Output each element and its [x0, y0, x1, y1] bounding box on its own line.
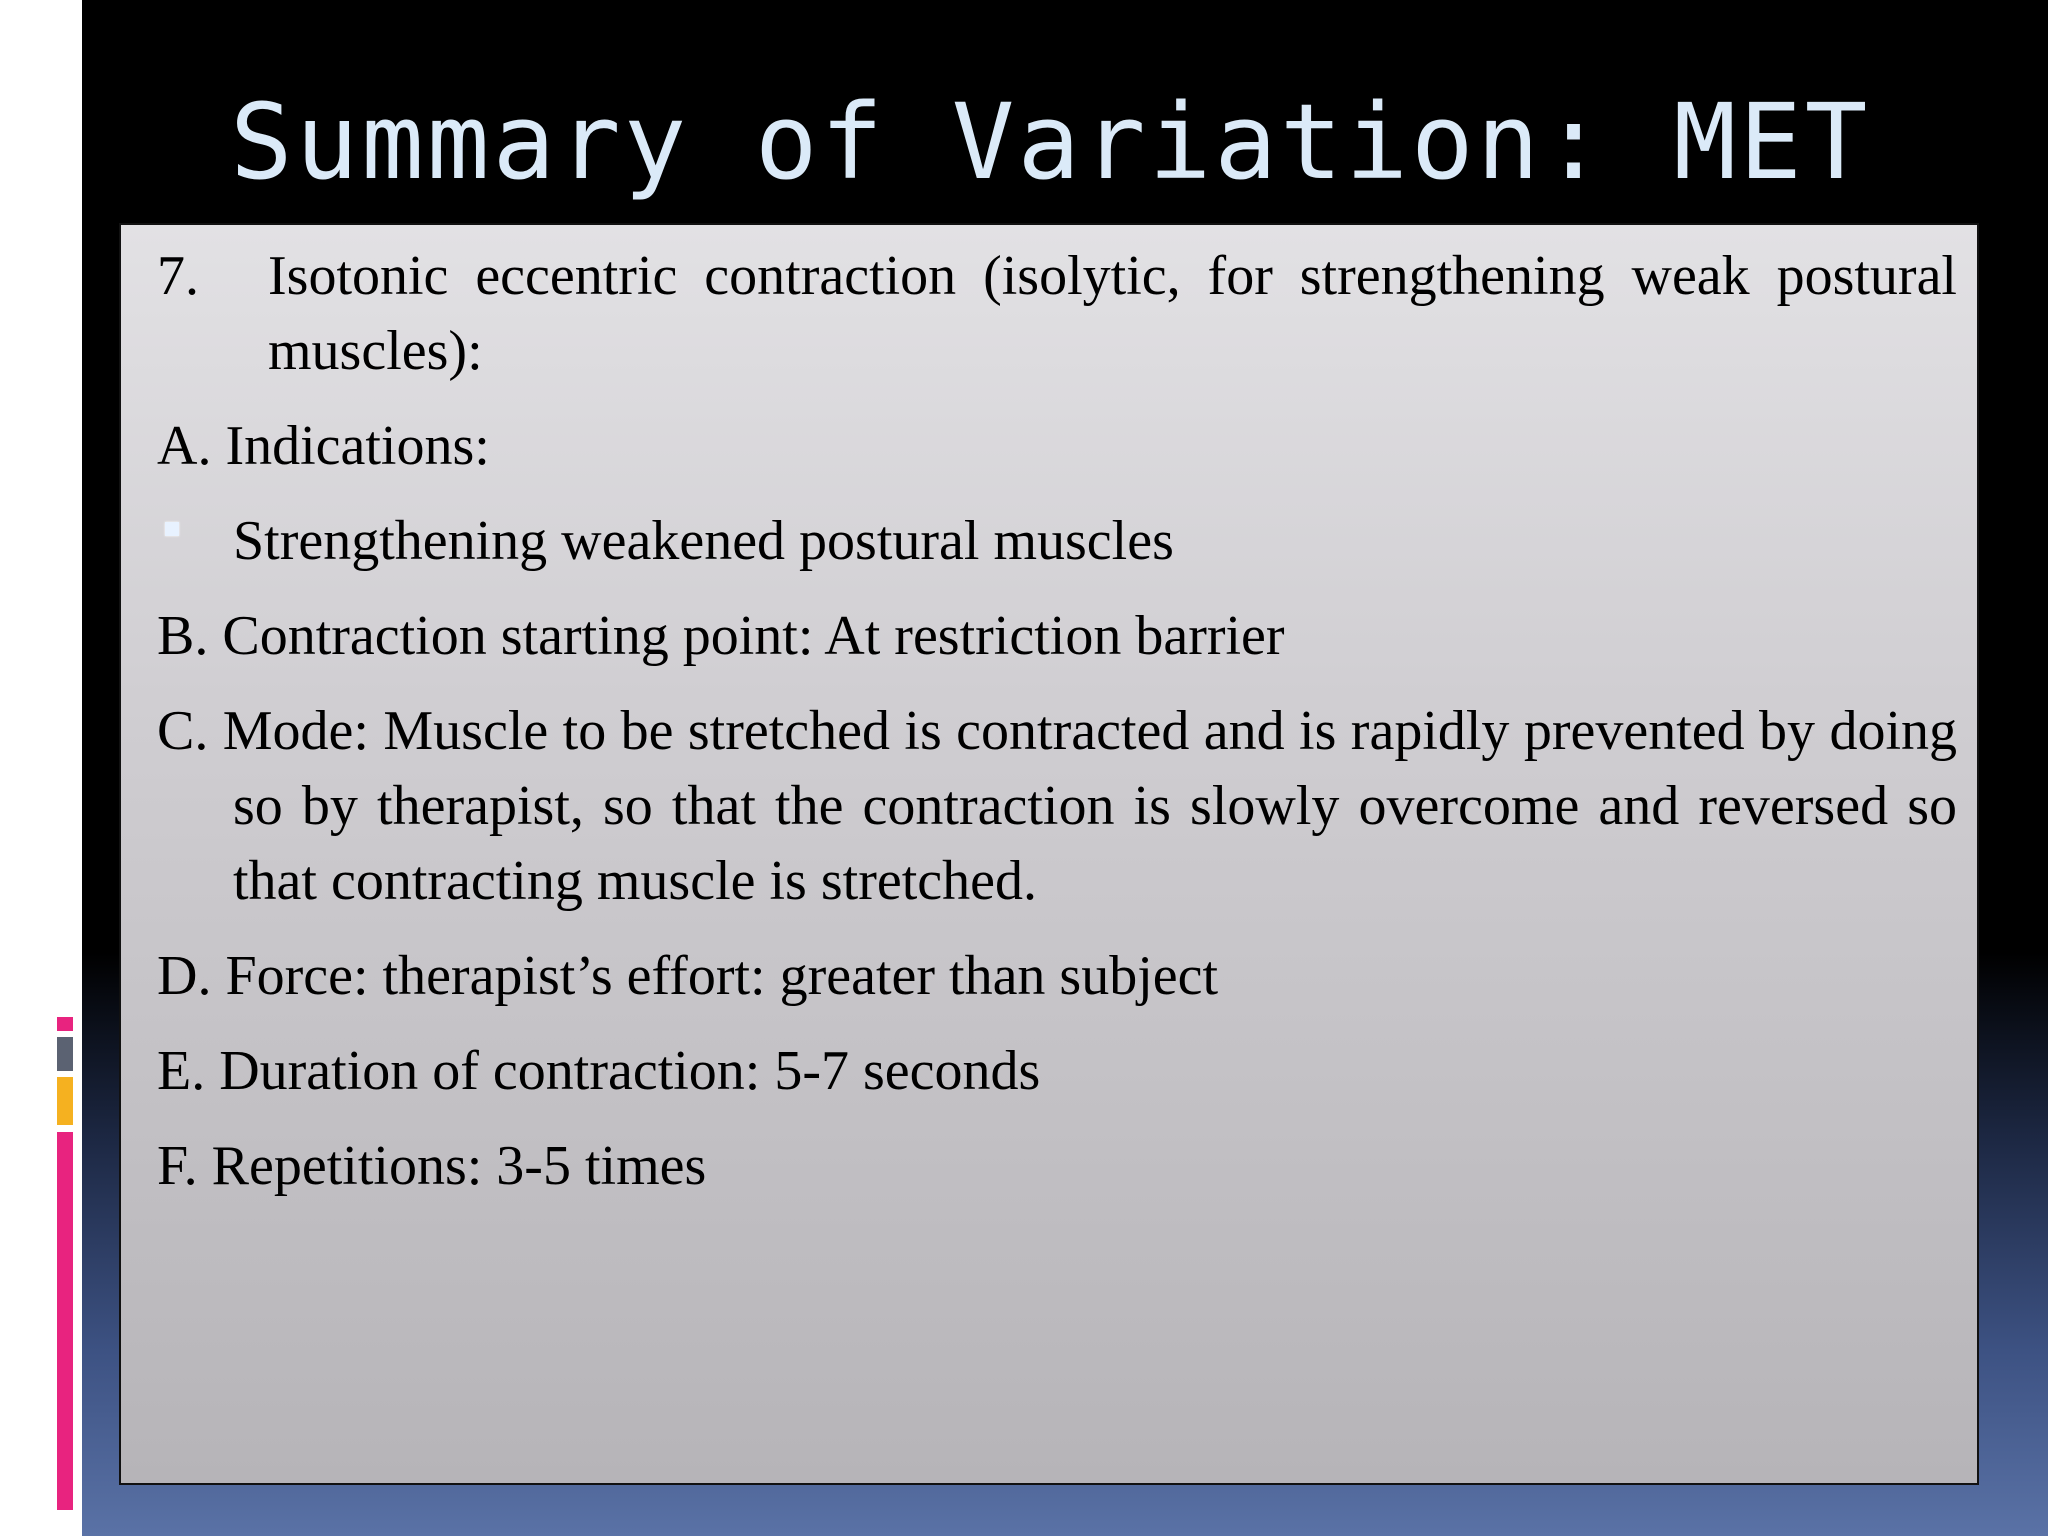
content-box [119, 223, 1979, 1485]
list-item-d-force: D. Force: therapist’s effort: greater than subject [157, 945, 1219, 1007]
list-item-7-text: Isotonic eccentric contraction (isolytic, for strengthening weak postural muscles): [268, 245, 1957, 382]
list-item-c-mode: C. Mode: Muscle to be stretched is contracted and is rapidly prevented by doing so by therapist, so that the contraction is slowly overcome and reversed so that contracting muscle is stretched. [157, 700, 1957, 912]
list-item-e-duration: E. Duration of contraction: 5-7 seconds [157, 1040, 1041, 1102]
list-item-7 [157, 239, 1957, 389]
bullet-item-text: Strengthening weakened postural muscles [233, 510, 1174, 572]
list-item-a-indications: A. Indications: [157, 415, 490, 477]
square-bullet-icon [165, 522, 179, 536]
accent-bar-gray [57, 1037, 73, 1071]
bullet-item [157, 504, 1957, 579]
list-item-b-starting-point: B. Contraction starting point: At restriction barrier [157, 605, 1285, 667]
accent-bar-orange [57, 1077, 73, 1125]
grid-decoration-icon [48, 22, 82, 236]
accent-bar-pink [57, 1132, 73, 1510]
slide-title: Summary of Variation: MET [230, 81, 1871, 203]
accent-bar-pink-top [57, 1017, 73, 1031]
list-item-7-number: 7. [157, 245, 199, 307]
list-item-f-repetitions: F. Repetitions: 3-5 times [157, 1135, 707, 1197]
